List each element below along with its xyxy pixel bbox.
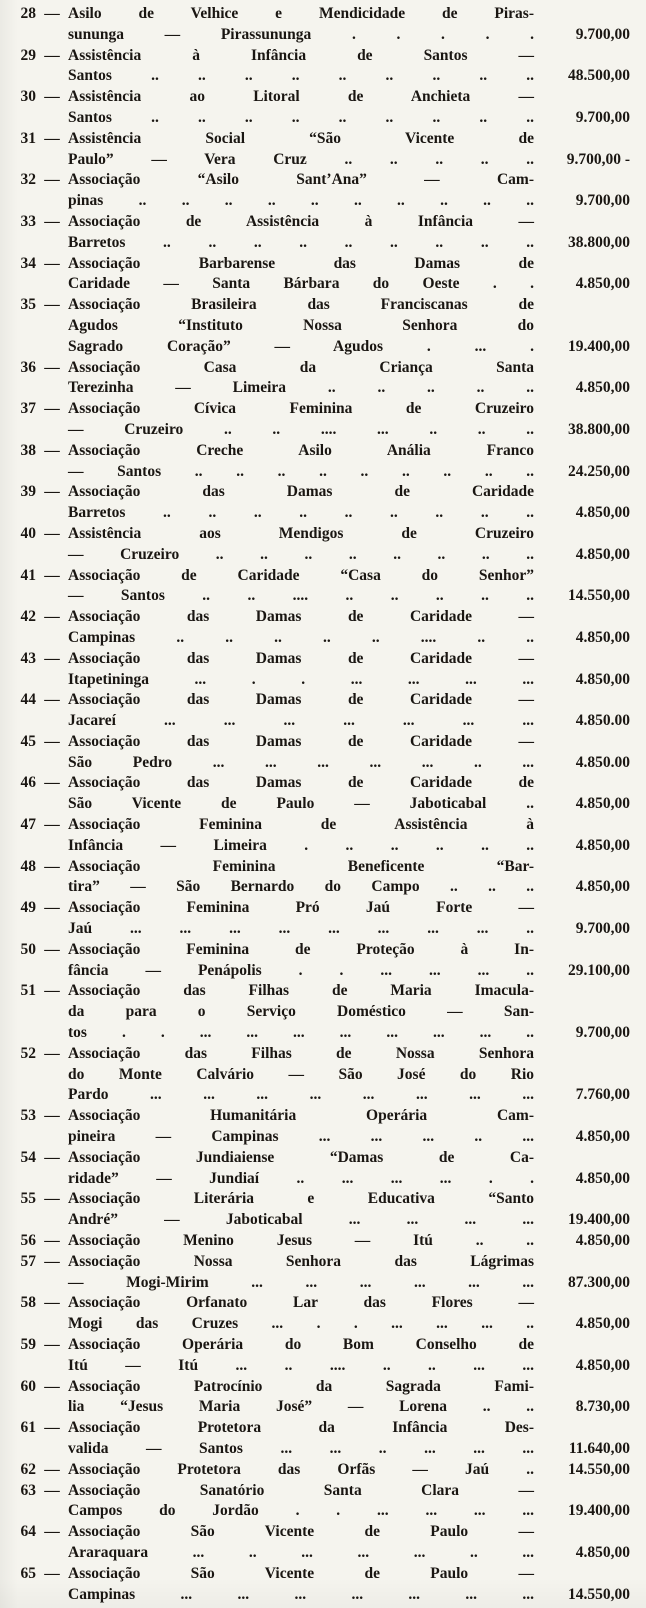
entry-value: 9.700,00	[575, 1024, 630, 1042]
entry-value: 29.100,00	[568, 961, 630, 979]
entry-number: 59	[20, 1336, 36, 1353]
entry-line: Itapetininga ... . . ... ... ... ...	[68, 670, 534, 688]
entry-line: Associação das Damas de Caridade	[68, 483, 534, 501]
entry-text	[68, 1522, 534, 1564]
entry-line: da para o Serviço Doméstico — San-	[68, 1003, 534, 1021]
entry-dash: —	[44, 254, 60, 272]
entry-value: 14.550,00	[568, 1585, 630, 1603]
entry-text	[68, 815, 534, 857]
entry-value: 4.850,00	[575, 1169, 630, 1187]
list-item	[8, 898, 630, 940]
entry-number: 38	[20, 441, 36, 459]
entry-text	[68, 690, 534, 732]
entry-value: 4.850.00	[575, 712, 630, 730]
entry-value: 4.850,00	[575, 670, 630, 688]
entry-line: Associação Sanatório Santa Clara —	[68, 1481, 534, 1499]
entry-number: 29	[20, 46, 36, 64]
entry-line: Jaú ... ... ... ... ... ... ... ... ..	[68, 920, 534, 938]
entry-value: 4.850,00	[575, 1128, 630, 1146]
list-item	[8, 295, 630, 357]
entry-line: Assistência aos Mendigos de Cruzeiro	[68, 524, 534, 542]
entry-number: 60	[20, 1377, 36, 1395]
entry-line: Associação Feminina Pró Jaú Forte —	[68, 899, 534, 917]
entry-dash: —	[44, 940, 60, 958]
entry-dash: —	[44, 1190, 60, 1208]
entry-text	[68, 87, 534, 129]
entry-line: Sagrado Coração” — Agudos . ... .	[68, 337, 534, 355]
entry-text	[68, 482, 534, 524]
entry-dash: —	[44, 774, 60, 792]
entry-value: 4.850,00	[575, 795, 630, 813]
entry-line: valida — Santos ... ... .. ... ... ...	[68, 1439, 534, 1457]
entry-line: Associação das Filhas de Nossa Senhora	[68, 1044, 534, 1062]
entry-line: ridade” — Jundiaí .. ... ... ... . .	[68, 1169, 534, 1187]
list-item	[8, 649, 630, 691]
entry-line: Jacareí ... ... ... ... ... ... ...	[68, 712, 534, 730]
entry-number: 63	[20, 1481, 36, 1499]
entry-line: Associação Orfanato Lar das Flores —	[68, 1294, 534, 1312]
entry-number: 47	[20, 816, 36, 834]
list-item	[8, 1460, 630, 1481]
list-item	[8, 1231, 630, 1252]
entry-value: 48.500,00	[568, 67, 630, 85]
entry-line: — Santos .. .. .. .. .. .. .. .. ..	[68, 462, 534, 480]
entry-text	[68, 46, 534, 88]
entry-line: Associação Patrocínio da Sagrada Fami-	[68, 1377, 534, 1395]
entry-number: 30	[20, 88, 36, 106]
entry-line: Associação Humanitária Operária Cam-	[68, 1107, 534, 1125]
entry-value: 38.800,00	[568, 420, 630, 438]
entry-value: 9.700,00	[575, 192, 630, 210]
entry-text	[68, 1564, 534, 1606]
entry-value: 4.850,00	[575, 628, 630, 646]
entry-number: 52	[20, 1044, 36, 1062]
entry-dash: —	[44, 608, 60, 626]
entry-line: Associação Barbarense das Damas de	[68, 254, 534, 272]
entry-number: 64	[20, 1523, 36, 1541]
list-item	[8, 815, 630, 857]
entry-text	[68, 1044, 534, 1106]
list-item	[8, 1252, 630, 1294]
entry-line: Paulo” — Vera Cruz .. .. .. .. ..	[68, 150, 534, 168]
entry-line: lia “Jesus Maria José” — Lorena .. ..	[68, 1398, 534, 1416]
entry-line: Terezinha — Limeira .. .. .. .. ..	[68, 379, 534, 397]
entry-dash: —	[44, 691, 60, 709]
entry-line: Associação Feminina de Assistência à	[68, 816, 534, 834]
entry-value: 9.700,00	[575, 25, 630, 43]
entry-line: Associação Cívica Feminina de Cruzeiro	[68, 400, 534, 418]
entry-number: 49	[20, 899, 36, 917]
list-item	[8, 441, 630, 483]
entry-number: 54	[20, 1148, 36, 1166]
entry-line: pineira — Campinas ... ... ... .. ...	[68, 1128, 534, 1146]
entry-dash: —	[44, 566, 60, 584]
entry-value: 19.400,00	[568, 1502, 630, 1520]
entry-text	[68, 940, 534, 982]
entry-line: Associação Brasileira das Franciscanas de	[68, 296, 534, 314]
entry-line: Associação São Vicente de Paulo —	[68, 1523, 534, 1541]
entry-text	[68, 1418, 534, 1460]
entry-value: 8.730,00	[575, 1398, 630, 1416]
entry-dash: —	[44, 1232, 60, 1250]
entry-dash: —	[44, 441, 60, 459]
list-item	[8, 524, 630, 566]
entry-line: tira” — São Bernardo do Campo .. .. ..	[68, 878, 534, 896]
entry-value: 14.550,00	[568, 1460, 630, 1478]
list-item	[8, 607, 630, 649]
entry-line: sununga — Pirassununga . . . . .	[68, 25, 534, 43]
list-item	[8, 482, 630, 524]
entry-value: 24.250,00	[568, 462, 630, 480]
entry-value: 4.850,00	[575, 1232, 630, 1250]
list-item	[8, 4, 630, 46]
charity-subsidy-list	[8, 4, 630, 1605]
entry-line: Caridade — Santa Bárbara do Oeste . .	[68, 275, 534, 293]
entry-dash: —	[44, 899, 60, 917]
entry-text	[68, 1148, 534, 1190]
entry-line: Mogi das Cruzes ... . . ... ... ... ..	[68, 1315, 534, 1333]
entry-number: 45	[20, 732, 36, 750]
list-item	[8, 940, 630, 982]
entry-line: Associação Nossa Senhora das Lágrimas	[68, 1252, 534, 1270]
list-item	[8, 212, 630, 254]
entry-dash: —	[44, 649, 60, 667]
entry-line: Barretos .. .. .. .. .. .. .. .. ..	[68, 504, 534, 522]
entry-line: São Vicente de Paulo — Jaboticabal ..	[68, 795, 534, 813]
entry-text	[68, 607, 534, 649]
entry-line: tos . . ... ... ... ... ... ... ... ..	[68, 1024, 534, 1042]
list-item	[8, 732, 630, 774]
entry-value: 19.400,00	[568, 337, 630, 355]
entry-text	[68, 1335, 534, 1377]
entry-text	[68, 1377, 534, 1419]
entry-text	[68, 254, 534, 296]
entry-text	[68, 1106, 534, 1148]
entry-dash: —	[44, 296, 60, 314]
entry-dash: —	[44, 982, 60, 1000]
entry-value: 87.300,00	[568, 1273, 630, 1291]
list-item	[8, 1481, 630, 1523]
entry-text	[68, 566, 534, 608]
entry-line: Associação das Filhas de Maria Imacula-	[68, 982, 534, 1000]
list-item	[8, 1564, 630, 1606]
list-item	[8, 1335, 630, 1377]
entry-line: — Cruzeiro .. .. .. .. .. .. .. ..	[68, 545, 534, 563]
entry-text	[68, 295, 534, 357]
entry-dash: —	[44, 358, 60, 376]
entry-line: Pardo ... ... ... ... ... ... ... ...	[68, 1086, 534, 1104]
entry-line: — Mogi-Mirim ... ... ... ... ... ...	[68, 1273, 534, 1291]
entry-line: Araraquara ... .. ... ... ... .. ...	[68, 1543, 534, 1561]
entry-value: 9.700,00	[575, 108, 630, 126]
entry-line: Associação Protetora das Orfãs — Jaú ..	[68, 1460, 534, 1478]
entry-text	[68, 1293, 534, 1335]
entry-dash: —	[44, 5, 60, 22]
entry-line: Associação das Damas de Caridade —	[68, 649, 534, 667]
entry-value: 4.850,00	[575, 878, 630, 896]
entry-number: 57	[20, 1252, 36, 1270]
entry-dash: —	[44, 483, 60, 501]
entry-dash: —	[44, 1148, 60, 1166]
entry-line: Assistência à Infância de Santos —	[68, 46, 534, 64]
entry-number: 36	[20, 358, 36, 376]
entry-number: 33	[20, 212, 36, 230]
entry-number: 43	[20, 649, 36, 667]
entry-line: Associação Feminina Beneficente “Bar-	[68, 857, 534, 875]
list-item	[8, 129, 630, 171]
entry-line: André” — Jaboticabal ... ... ... ...	[68, 1211, 534, 1229]
entry-value: 4.850,00	[575, 1543, 630, 1561]
entry-number: 40	[20, 524, 36, 542]
list-item	[8, 46, 630, 88]
entry-dash: —	[44, 1044, 60, 1062]
entry-text	[68, 1481, 534, 1523]
list-item	[8, 981, 630, 1043]
entry-number: 35	[20, 296, 36, 314]
entry-line: Campinas ... ... ... ... ... ... ...	[68, 1585, 534, 1603]
entry-number: 51	[20, 982, 36, 1000]
entry-text	[68, 129, 534, 171]
entry-dash: —	[44, 1252, 60, 1270]
list-item	[8, 170, 630, 212]
entry-line: Associação “Asilo Sant’Ana” — Cam-	[68, 171, 534, 189]
entry-value: 19.400,00	[568, 1211, 630, 1229]
list-item	[8, 690, 630, 732]
entry-value: 4.850,00	[575, 1315, 630, 1333]
entry-line: fância — Penápolis . . ... ... ... ..	[68, 961, 534, 979]
entry-text	[68, 212, 534, 254]
entry-text	[68, 1460, 534, 1481]
entry-number: 46	[20, 774, 36, 792]
entry-number: 56	[20, 1232, 36, 1250]
entry-text	[68, 649, 534, 691]
entry-line: Associação das Damas de Caridade —	[68, 732, 534, 750]
entry-line: — Santos .. .. .... .. .. .. .. ..	[68, 587, 534, 605]
list-item	[8, 1189, 630, 1231]
entry-line: Associação de Assistência à Infância —	[68, 212, 534, 230]
entry-number: 37	[20, 400, 36, 418]
entry-value: 4.850,00	[575, 1356, 630, 1374]
entry-line: Barretos .. .. .. .. .. .. .. .. ..	[68, 233, 534, 251]
entry-value: 4.850,00	[575, 545, 630, 563]
entry-value: 7.760,00	[575, 1086, 630, 1104]
entry-text	[68, 1252, 534, 1294]
entry-line: São Pedro ... ... ... ... ... .. ...	[68, 753, 534, 771]
entry-value: 38.800,00	[568, 233, 630, 251]
entry-line: Asilo de Velhice e Mendicidade de Piras-	[68, 5, 534, 22]
entry-text	[68, 399, 534, 441]
list-item	[8, 1377, 630, 1419]
entry-dash: —	[44, 400, 60, 418]
entry-line: do Monte Calvário — São José do Rio	[68, 1065, 534, 1083]
list-item	[8, 566, 630, 608]
entry-line: Associação Operária do Bom Conselho de	[68, 1336, 534, 1353]
entry-text	[68, 732, 534, 774]
list-item	[8, 773, 630, 815]
entry-line: pinas .. .. .. .. .. .. .. .. .. ..	[68, 192, 534, 210]
entry-dash: —	[44, 212, 60, 230]
entry-value: 14.550,00	[568, 587, 630, 605]
entry-number: 53	[20, 1107, 36, 1125]
entry-dash: —	[44, 171, 60, 189]
entry-dash: —	[44, 1460, 60, 1478]
entry-number: 42	[20, 608, 36, 626]
entry-line: Associação São Vicente de Paulo —	[68, 1564, 534, 1582]
entry-line: Agudos “Instituto Nossa Senhora do	[68, 316, 534, 334]
entry-value: 9.700,00	[575, 920, 630, 938]
entry-number: 50	[20, 940, 36, 958]
entry-line: Campos do Jordão . . ... ... ... ...	[68, 1502, 534, 1520]
entry-text	[68, 4, 534, 46]
entry-number: 58	[20, 1294, 36, 1312]
entry-dash: —	[44, 524, 60, 542]
list-item	[8, 254, 630, 296]
entry-value: 4.850,00	[575, 275, 630, 293]
entry-number: 32	[20, 171, 36, 189]
entry-dash: —	[44, 1107, 60, 1125]
entry-number: 34	[20, 254, 36, 272]
entry-line: Santos .. .. .. .. .. .. .. .. ..	[68, 108, 534, 126]
entry-dash: —	[44, 1419, 60, 1437]
entry-text	[68, 981, 534, 1043]
entry-text	[68, 441, 534, 483]
entry-number: 28	[20, 5, 36, 22]
entry-number: 55	[20, 1190, 36, 1208]
entry-number: 62	[20, 1460, 36, 1478]
entry-line: Associação das Damas de Caridade de	[68, 774, 534, 792]
entry-text	[68, 1189, 534, 1231]
entry-value: 4.850,00	[575, 504, 630, 522]
entry-line: Associação de Caridade “Casa do Senhor”	[68, 566, 534, 584]
list-item	[8, 87, 630, 129]
entry-dash: —	[44, 46, 60, 64]
entry-dash: —	[44, 732, 60, 750]
list-item	[8, 1418, 630, 1460]
entry-value: 4.850.00	[575, 753, 630, 771]
list-item	[8, 1293, 630, 1335]
entry-line: Campinas .. .. .. .. .. .... .. ..	[68, 628, 534, 646]
list-item	[8, 1522, 630, 1564]
entry-number: 31	[20, 129, 36, 147]
entry-line: Assistência ao Litoral de Anchieta —	[68, 88, 534, 106]
entry-value: 11.640,00	[568, 1439, 630, 1457]
entry-line: Associação das Damas de Caridade —	[68, 691, 534, 709]
entry-line: Associação Creche Asilo Anália Franco	[68, 441, 534, 459]
entry-dash: —	[44, 816, 60, 834]
entry-dash: —	[44, 1294, 60, 1312]
entry-text	[68, 898, 534, 940]
entry-dash: —	[44, 88, 60, 106]
entry-line: Infância — Limeira . .. .. .. .. ..	[68, 836, 534, 854]
entry-text	[68, 1231, 534, 1252]
entry-line: Associação Feminina de Proteção à In-	[68, 940, 534, 958]
entry-line: Associação das Damas de Caridade —	[68, 608, 534, 626]
entry-dash: —	[44, 1377, 60, 1395]
entry-value: 4.850,00	[575, 379, 630, 397]
list-item	[8, 399, 630, 441]
entry-value: 4.850,00	[575, 836, 630, 854]
entry-dash: —	[44, 129, 60, 147]
entry-line: Assistência Social “São Vicente de	[68, 129, 534, 147]
entry-number: 39	[20, 483, 36, 501]
entry-dash: —	[44, 1336, 60, 1353]
entry-line: Associação Jundiaiense “Damas de Ca-	[68, 1148, 534, 1166]
list-item	[8, 1044, 630, 1106]
entry-dash: —	[44, 1523, 60, 1541]
entry-line: Santos .. .. .. .. .. .. .. .. ..	[68, 67, 534, 85]
entry-number: 48	[20, 857, 36, 875]
entry-value: 9.700,00 -	[566, 150, 630, 168]
entry-line: Itú — Itú ... .. .... .. .. ... ...	[68, 1356, 534, 1374]
list-item	[8, 857, 630, 899]
entry-line: — Cruzeiro .. .. .... ... .. .. ..	[68, 420, 534, 438]
list-item	[8, 358, 630, 400]
entry-text	[68, 358, 534, 400]
entry-line: Associação Menino Jesus — Itú .. ..	[68, 1232, 534, 1250]
entry-number: 41	[20, 566, 36, 584]
entry-text	[68, 773, 534, 815]
entry-line: Associação Casa da Criança Santa	[68, 358, 534, 376]
entry-line: Associação Protetora da Infância Des-	[68, 1419, 534, 1437]
entry-number: 61	[20, 1419, 36, 1437]
list-item	[8, 1106, 630, 1148]
entry-dash: —	[44, 1564, 60, 1582]
entry-text	[68, 524, 534, 566]
entry-dash: —	[44, 857, 60, 875]
entry-text	[68, 170, 534, 212]
entry-line: Associação Literária e Educativa “Santo	[68, 1190, 534, 1208]
entry-number: 65	[20, 1564, 36, 1582]
entry-number: 44	[20, 691, 36, 709]
list-item	[8, 1148, 630, 1190]
entry-dash: —	[44, 1481, 60, 1499]
entry-text	[68, 857, 534, 899]
